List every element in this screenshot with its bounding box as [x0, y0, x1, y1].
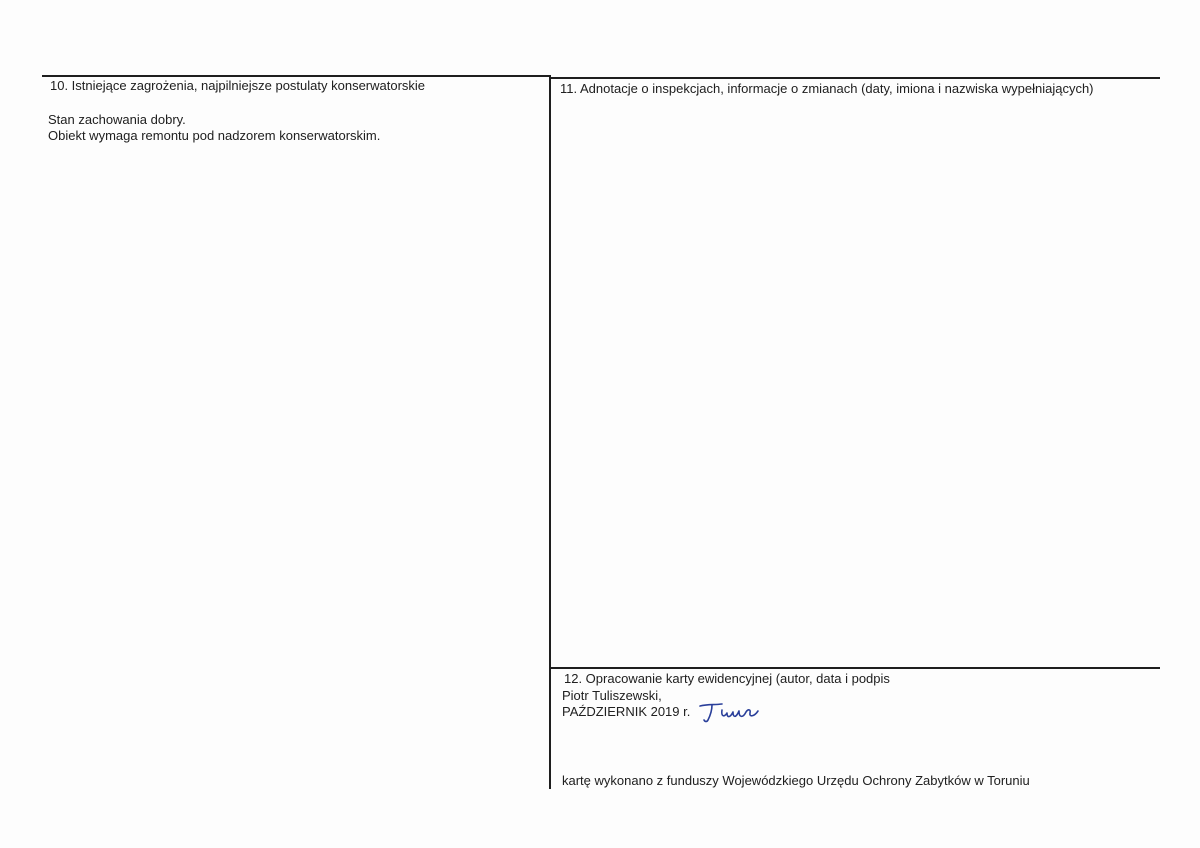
section-11-top-rule: [551, 77, 1160, 79]
conservation-requirement: Obiekt wymaga remontu pod nadzorem konserwatorskim.: [48, 128, 381, 143]
handwritten-signature: [690, 696, 770, 724]
section-12-heading: 12. Opracowanie karty ewidencyjnej (autor, data i podpis: [564, 671, 890, 686]
section-10-top-rule: [42, 75, 550, 77]
funding-note: kartę wykonano z funduszy Wojewódzkiego Urzędu Ochrony Zabytków w Toruniu: [562, 773, 1030, 788]
section-12-top-rule: [551, 667, 1160, 669]
section-10-heading: 10. Istniejące zagrożenia, najpilniejsze postulaty konserwatorskie: [50, 78, 426, 93]
author-name: Piotr Tuliszewski,: [562, 688, 662, 703]
column-divider: [549, 75, 551, 789]
section-11-heading: 11. Adnotacje o inspekcjach, informacje o zmianach (daty, imiona i nazwiska wypełniających): [560, 81, 1094, 96]
preparation-date: PAŹDZIERNIK 2019 r.: [562, 704, 691, 719]
condition-statement: Stan zachowania dobry.: [48, 112, 186, 127]
